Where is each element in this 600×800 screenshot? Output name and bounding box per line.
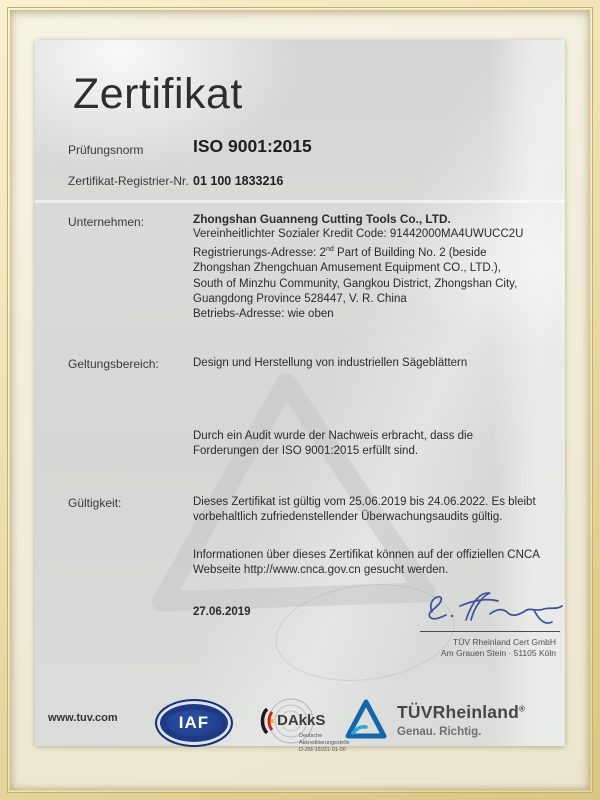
certificate-title: Zertifikat: [73, 70, 243, 118]
unternehmen-label: Unternehmen:: [68, 215, 145, 229]
iaf-seal-icon: [155, 699, 233, 747]
issuer-name: TÜV Rheinland Cert GmbH: [453, 637, 556, 647]
handwritten-signature: [418, 586, 568, 630]
registrier-nr-label: Zertifikat-Registrier-Nr.: [68, 174, 189, 188]
betriebs-adresse-line: Betriebs-Adresse: wie oben: [193, 308, 334, 321]
address-line-4: Guangdong Province 528447, V. R. China: [193, 292, 407, 305]
geltungsbereich-value: Design und Herstellung von industriellen Sägeblättern: [193, 357, 468, 369]
audit-statement: Durch ein Audit wurde der Nachweis erbracht, dass die Forderungen der ISO 9001:2015 erfüllt sind.: [193, 430, 473, 458]
issuer-block: [441, 637, 556, 659]
tuv-rheinland-triangle-icon: [343, 697, 389, 748]
tuv-brand-name: TÜVRheinland: [397, 702, 519, 722]
dakks-wordmark: DAkkS: [277, 712, 326, 729]
issue-date: 27.06.2019: [193, 606, 251, 618]
iaf-label: IAF: [178, 713, 210, 732]
registrier-nr-value: 01 100 1833216: [193, 174, 284, 188]
address-line-3: South of Minzhu Community, Gangkou District, Zhongshan City,: [193, 277, 518, 290]
dakks-fine-print: Deutsche Akkreditierungsstelle D-ZM-16031-01-00: [299, 733, 350, 753]
tuv-tagline: Genau. Richtig.: [397, 726, 482, 738]
address-line-2: Zhongshan Zhengchuan Amusement Equipment CO., LTD.),: [193, 262, 501, 275]
credit-code-line: Vereinheitlichter Sozialer Kredit Code: 91442000MA4UWUCC2U: [193, 228, 524, 241]
pruefungsnorm-label: Prüfungsnorm: [68, 143, 144, 157]
gueltigkeit-label: Gültigkeit:: [68, 496, 122, 510]
issuer-address: Am Grauen Stein · 51105 Köln: [440, 648, 556, 658]
pruefungsnorm-value: ISO 9001:2015: [193, 136, 312, 156]
unternehmen-block: [193, 212, 551, 322]
certificate-document: [35, 40, 565, 753]
info-statement: Informationen über dieses Zertifikat können auf der offiziellen CNCA Webseite http://www.cnca.gov.cn gesucht werden.: [193, 549, 540, 577]
signature-line: [420, 631, 560, 632]
geltungsbereich-label: Geltungsbereich:: [68, 357, 159, 371]
section-divider: [35, 200, 565, 203]
tuv-brand-block: [397, 702, 525, 738]
gueltigkeit-value: Dieses Zertifikat ist gültig vom 25.06.2019 bis 24.06.2022. Es bleibt vorbehaltlich zufriedenstellender Überwachungsaudits gültig.: [193, 496, 536, 524]
tuv-website: www.tuv.com: [48, 712, 118, 724]
address-line-1: Registrierungs-Adresse: 2nd Part of Building No. 2 (beside: [193, 246, 487, 260]
company-name: Zhongshan Guanneng Cutting Tools Co., LTD.: [193, 212, 451, 226]
registered-mark: ®: [519, 704, 525, 714]
